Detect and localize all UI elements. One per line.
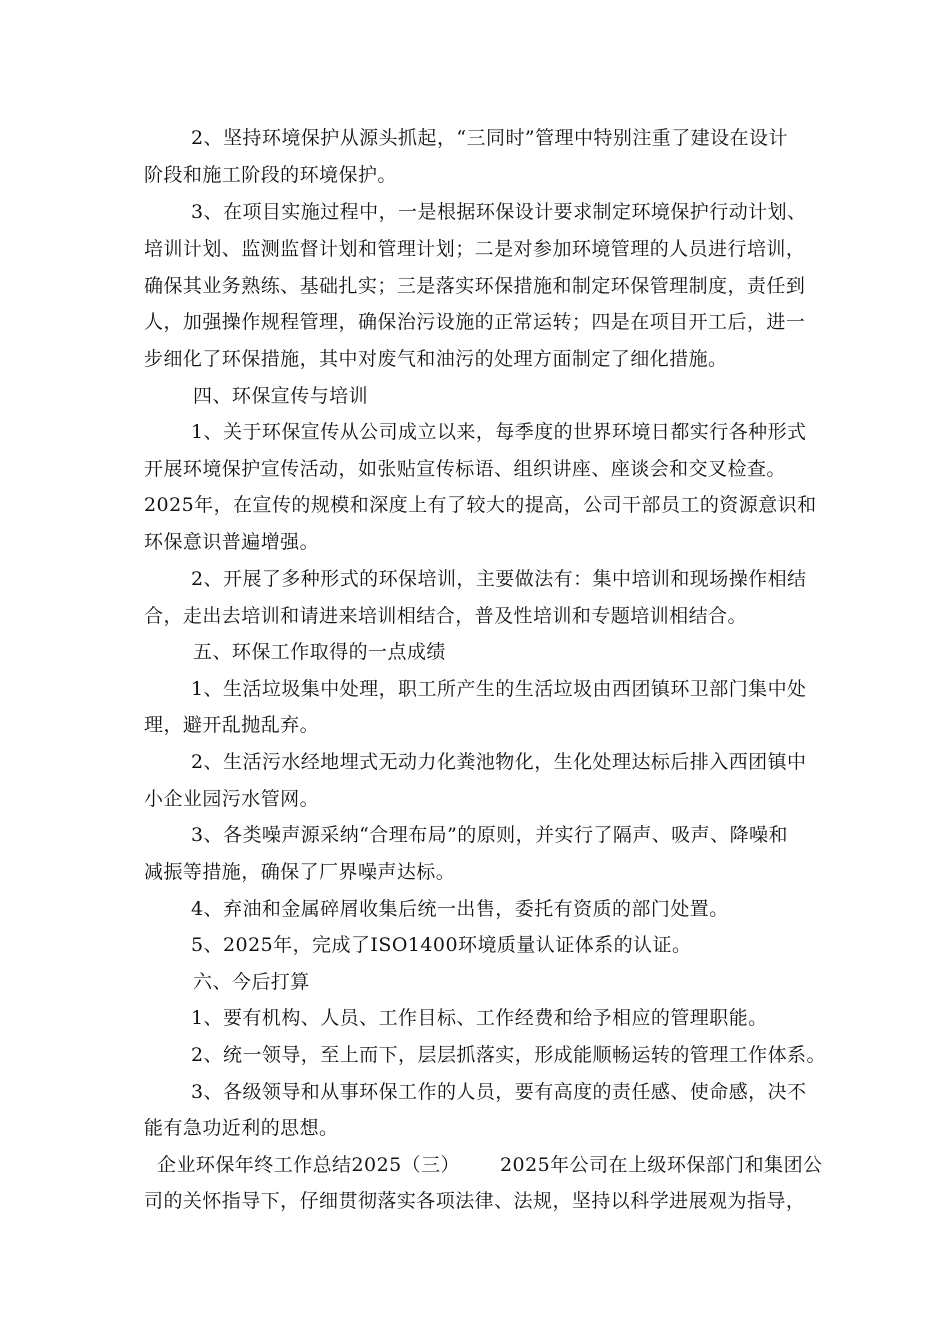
paragraph-line: 培训计划、监测监督计划和管理计划；二是对参加环境管理的人员进行培训， xyxy=(144,238,806,260)
section-heading: 四、环保宣传与培训 xyxy=(193,385,369,407)
section-intro: 2025年公司在上级环保部门和集团公 xyxy=(500,1154,823,1176)
paragraph-line: 司的关怀指导下，仔细贯彻落实各项法律、法规，坚持以科学进展观为指导， xyxy=(144,1190,806,1212)
paragraph-line: 开展环境保护宣传活动，如张贴宣传标语、组织讲座、座谈会和交叉检查。 xyxy=(144,458,786,480)
paragraph-line: 步细化了环保措施，其中对废气和油污的处理方面制定了细化措施。 xyxy=(144,348,728,370)
paragraph-line: 5、2025年，完成了ISO1400环境质量认证体系的认证。 xyxy=(191,934,692,956)
paragraph-line: 3、在项目实施过程中，一是根据环保设计要求制定环境保护行动计划、 xyxy=(191,201,807,223)
section-heading: 五、环保工作取得的一点成绩 xyxy=(193,641,446,663)
paragraph-line: 2025年，在宣传的规模和深度上有了较大的提高，公司干部员工的资源意识和 xyxy=(144,494,817,516)
paragraph-line: 1、生活垃圾集中处理，职工所产生的生活垃圾由西团镇环卫部门集中处 xyxy=(191,678,807,700)
paragraph-line: 4、弃油和金属碎屑收集后统一出售，委托有资质的部门处置。 xyxy=(191,898,729,920)
paragraph-line: 3、各级领导和从事环保工作的人员，要有高度的责任感、使命感，决不 xyxy=(191,1081,807,1103)
paragraph-line: 2、坚持环境保护从源头抓起，“三同时”管理中特别注重了建设在设计 xyxy=(191,127,788,149)
paragraph-line: 2、统一领导，至上而下，层层抓落实，形成能顺畅运转的管理工作体系。 xyxy=(191,1044,826,1066)
paragraph-line: 减振等措施，确保了厂界噪声达标。 xyxy=(144,861,456,883)
paragraph-line: 人，加强操作规程管理，确保治污设施的正常运转；四是在项目开工后，进一 xyxy=(144,311,806,333)
paragraph-line: 1、关于环保宣传从公司成立以来，每季度的世界环境日都实行各种形式 xyxy=(191,421,807,443)
paragraph-line: 3、各类噪声源采纳“合理布局”的原则，并实行了隔声、吸声、降噪和 xyxy=(191,824,788,846)
paragraph-line: 2、开展了多种形式的环保培训，主要做法有：集中培训和现场操作相结 xyxy=(191,568,807,590)
section-title-line xyxy=(157,1153,822,1177)
paragraph-line: 能有急功近利的思想。 xyxy=(144,1117,339,1139)
paragraph-line: 环保意识普遍增强。 xyxy=(144,531,320,553)
paragraph-line: 合，走出去培训和请进来培训相结合，普及性培训和专题培训相结合。 xyxy=(144,605,747,627)
paragraph-line: 确保其业务熟练、基础扎实；三是落实环保措施和制定环保管理制度，责任到 xyxy=(144,275,806,297)
paragraph-line: 阶段和施工阶段的环境保护。 xyxy=(144,164,397,186)
paragraph-line: 1、要有机构、人员、工作目标、工作经费和给予相应的管理职能。 xyxy=(191,1007,768,1029)
paragraph-line: 小企业园污水管网。 xyxy=(144,788,320,810)
section-title: 企业环保年终工作总结2025（三） xyxy=(157,1154,461,1176)
paragraph-line: 理，避开乱抛乱弃。 xyxy=(144,714,320,736)
section-heading: 六、今后打算 xyxy=(193,971,310,993)
paragraph-line: 2、生活污水经地埋式无动力化粪池物化，生化处理达标后排入西团镇中 xyxy=(191,751,807,773)
